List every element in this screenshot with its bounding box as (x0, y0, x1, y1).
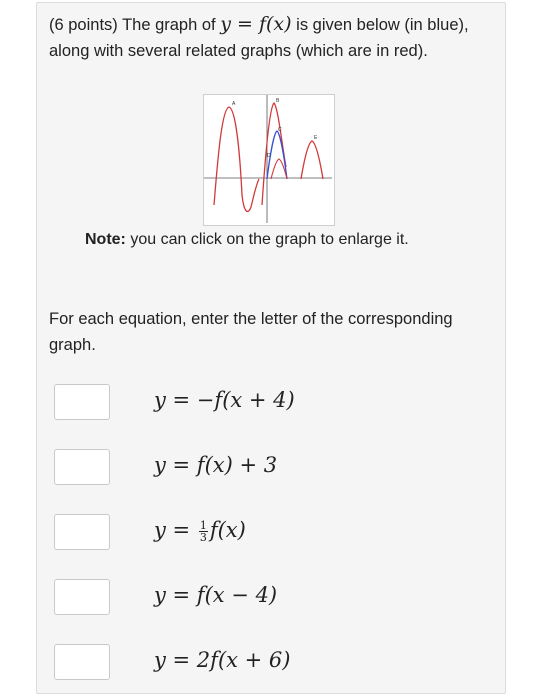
note-label: Note: (85, 231, 126, 248)
red-curve-right (301, 141, 323, 179)
instructions: For each equation, enter the letter of the corresponding graph. (49, 310, 453, 354)
equation-5: y = 2f(x + 6) (154, 648, 291, 672)
graph-thumbnail[interactable] (203, 94, 335, 226)
red-curve-top (262, 103, 286, 205)
answer-input-2[interactable] (54, 449, 110, 485)
equation-4: y = f(x − 4) (154, 583, 278, 607)
red-curve-left (214, 107, 259, 211)
label-e: E (314, 135, 318, 141)
note (85, 229, 409, 251)
intro-prefix: (6 points) The graph of (49, 16, 216, 34)
label-b: B (276, 98, 280, 104)
label-d: D (267, 153, 271, 159)
problem-card (36, 2, 506, 694)
equation-2: y = f(x) + 3 (154, 453, 278, 477)
problem-statement (49, 11, 497, 64)
intro-suffix: is given below (in blue), along with several related graphs (which are in red). (49, 16, 469, 60)
note-text: you can click on the graph to enlarge it. (125, 231, 409, 248)
label-c: C (278, 127, 282, 133)
equation-1: y = −f(x + 4) (154, 388, 295, 412)
label-a: A (232, 101, 236, 107)
answer-input-1[interactable] (54, 384, 110, 420)
answer-input-3[interactable] (54, 514, 110, 550)
equation-3: y = $\frac{1}{3}$ f(x) (154, 518, 246, 544)
answer-input-5[interactable] (54, 644, 110, 680)
fraction-one-third: $\frac{1}{3}$ (199, 519, 207, 544)
answer-input-4[interactable] (54, 579, 110, 615)
intro-equation: y = f(x) (220, 13, 292, 35)
